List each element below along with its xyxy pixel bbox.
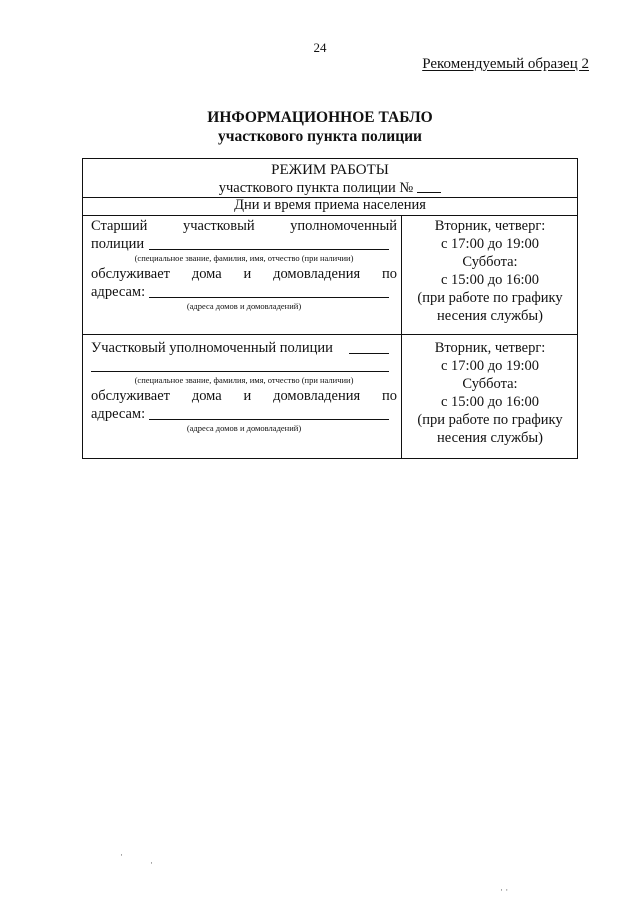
addresses-line xyxy=(91,283,397,301)
officer-title-line xyxy=(91,339,397,357)
scan-mark: · · xyxy=(500,885,509,895)
serves-line xyxy=(91,265,397,283)
schedule-block-1 xyxy=(405,217,575,325)
row-divider xyxy=(83,334,577,335)
addresses-blank xyxy=(149,419,389,420)
serves-line xyxy=(91,387,397,405)
schedule-note: (при работе по графику xyxy=(417,290,563,306)
serves-word: дома xyxy=(191,388,222,404)
serves-word: обслуживает xyxy=(91,266,170,282)
scan-mark: · xyxy=(150,858,153,868)
schedule-note: несения службы) xyxy=(437,430,543,446)
title-line-1: ИНФОРМАЦИОННОЕ ТАБЛО xyxy=(207,109,433,126)
addresses-line xyxy=(91,405,397,423)
header-mode xyxy=(83,159,577,198)
header-mode-title: РЕЖИМ РАБОТЫ xyxy=(271,162,389,178)
serves-word: и xyxy=(243,388,252,404)
serves-word: по xyxy=(382,266,398,282)
serves-word: по xyxy=(382,388,398,404)
schedule-days-saturday: Суббота: xyxy=(462,254,518,270)
officer-word: участковый xyxy=(182,218,255,234)
addresses-blank xyxy=(149,297,389,298)
officer-name-line xyxy=(91,357,397,375)
column-divider xyxy=(401,215,402,459)
schedule-time-saturday: с 15:00 до 16:00 xyxy=(441,394,539,410)
officer-name-blank xyxy=(91,371,389,372)
officer-title-line xyxy=(91,217,397,235)
schedule-block-2 xyxy=(405,339,575,447)
header-point-text: участкового пункта полиции № xyxy=(218,180,414,196)
sample-label: Рекомендуемый образец 2 xyxy=(422,56,589,72)
header-days: Дни и время приема населения xyxy=(83,197,577,216)
serves-word: домовладения xyxy=(273,388,361,404)
info-table xyxy=(82,158,578,459)
officer-word: Старший xyxy=(91,218,148,234)
serves-word: и xyxy=(243,266,252,282)
schedule-days-saturday: Суббота: xyxy=(462,376,518,392)
officer-caption: (специальное звание, фамилия, имя, отчество (при наличии) xyxy=(134,375,354,385)
scan-mark: · xyxy=(120,850,123,860)
addresses-caption: (адреса домов и домовладений) xyxy=(186,423,302,433)
addresses-label: адресам: xyxy=(91,284,146,300)
officer-name-line xyxy=(91,235,397,253)
serves-word: дома xyxy=(191,266,222,282)
officer-name-blank xyxy=(149,249,389,250)
title-line-2: участкового пункта полиции xyxy=(218,128,422,145)
schedule-days-weekday: Вторник, четверг: xyxy=(434,218,546,234)
officer-title: Участковый уполномоченный полиции xyxy=(91,340,333,356)
serves-word: домовладения xyxy=(273,266,361,282)
page-number: 24 xyxy=(313,40,327,55)
schedule-note: (при работе по графику xyxy=(417,412,563,428)
officer-caption: (специальное звание, фамилия, имя, отчество (при наличии) xyxy=(134,253,354,263)
document-title xyxy=(0,108,640,146)
schedule-time-saturday: с 15:00 до 16:00 xyxy=(441,272,539,288)
officer-word: уполномоченный xyxy=(290,218,398,234)
header-point xyxy=(83,179,577,197)
addresses-label: адресам: xyxy=(91,406,146,422)
schedule-time-weekday: с 17:00 до 19:00 xyxy=(441,358,539,374)
point-number-blank xyxy=(417,179,441,193)
schedule-time-weekday: с 17:00 до 19:00 xyxy=(441,236,539,252)
schedule-days-weekday: Вторник, четверг: xyxy=(434,340,546,356)
addresses-caption: (адреса домов и домовладений) xyxy=(186,301,302,311)
officer-word: полиции xyxy=(91,236,145,252)
schedule-note: несения службы) xyxy=(437,308,543,324)
serves-word: обслуживает xyxy=(91,388,170,404)
officer-rank-blank xyxy=(349,353,389,354)
